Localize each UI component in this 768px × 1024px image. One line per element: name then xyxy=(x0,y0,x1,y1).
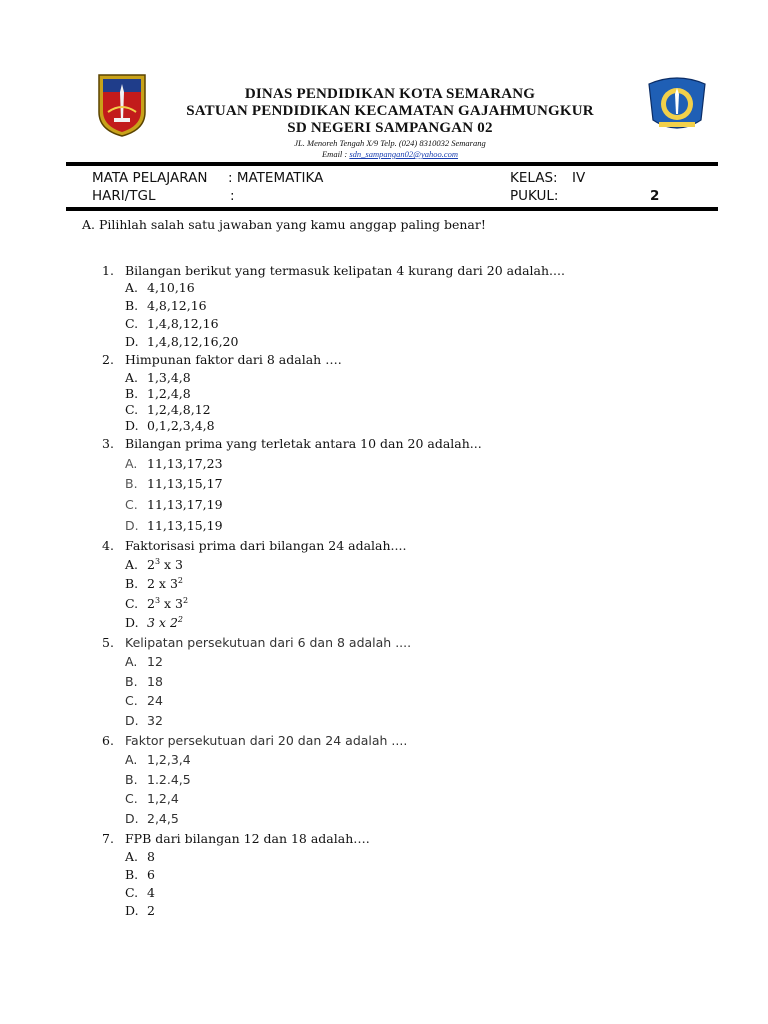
class-label: KELAS: xyxy=(510,170,558,186)
city-crest-logo xyxy=(96,72,148,138)
email-link[interactable]: sdn_sampangan02@yahoo.com xyxy=(349,149,459,159)
subject-value: : MATEMATIKA xyxy=(228,170,324,186)
day-value: : xyxy=(230,188,235,204)
subject-label: MATA PELAJARAN xyxy=(92,170,208,186)
class-value: IV xyxy=(572,170,586,186)
header-line-2: SATUAN PENDIDIKAN KECAMATAN GAJAHMUNGKUR xyxy=(186,103,594,119)
day-label: HARI/TGL xyxy=(92,188,156,204)
header-school-name: SD NEGERI SAMPANGAN 02 xyxy=(287,120,493,136)
header-line-1: DINAS PENDIDIKAN KOTA SEMARANG xyxy=(244,86,536,102)
header-divider-bottom xyxy=(66,207,718,211)
email-label: Email : xyxy=(321,149,350,159)
education-office-logo xyxy=(645,74,709,136)
header-address: JL. Menoreh Tengah X/9 Telp. (024) 8310032 Semarang xyxy=(294,138,486,148)
header-email-line xyxy=(150,149,630,159)
header-divider-top xyxy=(66,162,718,166)
time-label: PUKUL: xyxy=(510,188,559,204)
time-value: 2 xyxy=(650,188,660,204)
instruction-text: A. Pilihlah salah satu jawaban yang kamu anggap paling benar! xyxy=(82,217,486,232)
